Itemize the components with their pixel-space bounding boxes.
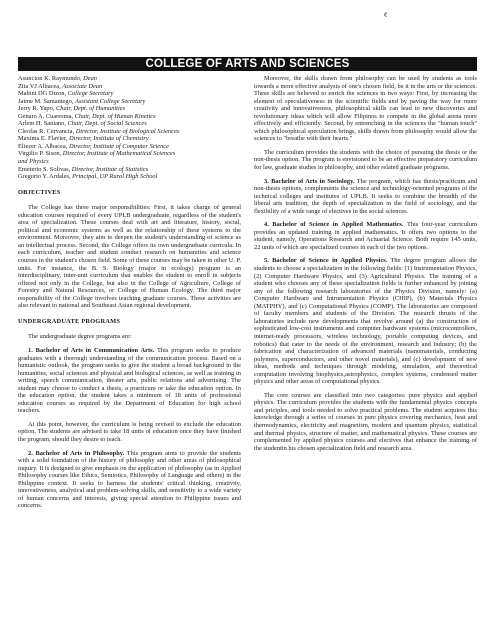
staff-role: Dean [83,75,97,82]
staff-role: Chair, Dept. of Human Kinetics [74,112,156,120]
program-4 [254,221,477,251]
philosophy-curriculum: The curriculum provides the students with the choice of pursuing the thesis or the non-thesis option. The program is envisioned to be an effective preparatory curriculum for law, graduate studies in philosophy, and other related graduate programs. [254,148,477,172]
program-3-title: 3. Bachelor of Arts in Sociology. [264,177,355,185]
program-1-title: 1. Bachelor of Arts in Communication Arts. [28,346,155,354]
staff-line: Asuncion K. Raymundo, Dean [18,75,97,82]
program-1 [18,347,241,415]
staff-role: and Physics [18,158,49,166]
staff-role: Director, Institute of Statistics [71,165,149,173]
staff-name: Cleofas R. Cervancia [18,127,73,135]
staff-list [18,75,241,181]
program-1-text: This program seeks to produce graduates with a thorough understanding of the communication process. Based on a humanistic outlook, the program seeks to give the student a broad background in the humanities, social sciences and physical and biological sciences, as well as training in writing, speech communication, theater arts, public relations and advertising. The student may choose to conduct a thesis, a practicum or take the education option. In the education option, the student takes a minimum of 18 units of professional education courses as required by the Department of Education for high school teachers. [18,346,241,415]
program-4-text: This four-year curriculum provides an updated training in applied mathematics. It offers two options to the student, namely, Operations Research and Actuarial Science. Both require 145 units, 22 units of which are specialized courses in each of the two options. [254,221,478,251]
staff-role: Associate Dean [62,82,103,90]
staff-line: Virgilio P. Sison, Director, Institute of Mathematical Sciences [18,150,176,158]
program-5 [254,257,477,385]
staff-line: Cleofas R. Cervancia, Director, Institute of Biological Sciences [18,127,180,135]
undergrad-heading: UNDERGRADUATE PROGRAMS [18,317,121,325]
staff-name: Virgilio P. Sison [18,150,60,158]
staff-role: Director, Institute of Computer Science [68,142,169,150]
staff-name: Gregorio Y. Ardales [18,173,69,181]
staff-line: Eliezer A. Albacea, Director, Institute of Computer Science [18,142,169,150]
staff-role: Assistant College Secretary [74,97,146,105]
staff-line: Genaro A. Cuaresma, Chair, Dept. of Human Kinetics [18,112,156,120]
staff-name: Jaime M. Samaniego [18,97,72,105]
program-5-title: 5. Bachelor of Science in Applied Physics. [264,257,388,265]
program-2-title: 2. Bachelor of Arts in Philosophy. [28,449,125,457]
staff-line: Emeterio S. Solivas, Director, Institute of Statistics [18,165,149,173]
staff-name: Asuncion K. Raymundo [18,75,80,82]
philosophy-continued: Moreover, the skills drawn from philosophy can be used by students as tools towards a more effective analysis of one's chosen field, be it in the arts or the sciences. These skills are believed to enrich the sciences in two ways: First, by increasing the element of speculativeness in the scientific fields and by paving the way for more creativity and innovativeness, philosophical skills can lead to new discoveries and revolutionary ideas which will allow Filipinos to compete in the global arena more effectively and efficiently. Second, by entrenching in the sciences the "human touch" which philosophical speculation brings, skills drawn from philosophy would allow the sciences to "breathe with their hearts." [254,75,477,143]
staff-name: Mabini DG Dizon [18,90,65,98]
staff-line: Zita VJ Albacea, Associate Dean [18,82,103,90]
staff-line: Maxima E. Flavier, Director, Institute of Chemistry [18,135,149,143]
right-column [254,75,477,458]
staff-role: Chair, Dept. of Social Sciences [67,120,147,128]
core-courses-paragraph: The core courses are classified into two categories: pure physics and applied physics. The curriculum provides the students with the fundamental physics concepts and priciples, and tools needed to solve practical problems. The student acquires this knowledge through a series of courses in pure physics covering mechanics, heat and thermodynamics, electricity and magnetism, modern and quantum physics, statistical and thermal physics, structure of matter, and mathematical physics. These courses are complemented by applied physics courses and electives that enhance the training of the studentin his chosen specialization field and research area. [254,391,477,452]
staff-name: Eliezer A. Albacea [18,142,66,150]
undergrad-intro: The undergraduate degree programs are: [28,333,132,341]
staff-role: Director, Institute of Biological Sciences [75,127,180,135]
staff-role: College Secretary [67,90,114,98]
program-1-note: At this point, however, the curriculum is being revised to exclude the education option. The students are advised to take 18 units of education once they have finished the program, should they desire to teach. [18,420,241,443]
staff-line: Gregorio Y. Ardales, Principal, UP Rural High School [18,173,158,181]
program-2-text: This program aims to provide the students with a solid foundation of the history of philosophy and other areas of philosophical inquiry. It is designed to give emphasis on the application of philosophy (as in Applied Philosophy courses like Ethics, Semiotics, Philosophy of Language and others) in the Philippine context. It seeks to harness the students' critical thinking, creativity, innovativeness, analytical and problem-solving skills, and sensitivity to a wide variety of human concerns and interests, giving special attention to Philippine issues and concerns. [18,449,242,510]
staff-name: Zita VJ Albacea [18,82,60,90]
staff-role: Director, Institute of Mathematical Sciences [62,150,176,158]
staff-name: Maxima E. Flavier [18,135,66,143]
staff-role: Principal, UP Rural High School [72,173,158,181]
staff-name: Jerry R. Yapo [18,105,53,113]
staff-line: Jaime M. Samaniego, Assistant College Secretary [18,97,146,105]
staff-line: Jerry R. Yapo, Chair, Dept. of Humanities [18,105,126,113]
staff-name: Genaro A. Cuaresma [18,112,72,120]
program-5-text: The degree program allows the students to choose a specialization in the following fields: (1) Instrumentation Physics, (2) Computer Hardware Physics, and (3) Agricultural Physics. The training of a student who chooses any of these specialization fields is further enhanced by joining any of the following research laboratories of the Physics Division, namely: (a) Computer Hardware and Intrumentation Physics (CHIP), (b) Materials Physics (MATPHY), and (c) Computational Physics (COMP). The laboratories are composed of faculty members and students of the Division. The research thrusts of the laboratories include new developments that revolve around (a) the construction of sophisticated low-cost instruments and computer hardware systems (microcontrollers, internet-ready processors, wireless technology, portable computing devices, and robotics) that cater to the needs of the environment, research and industry; (b) the fabrication and characterization of advanced materials (nanomaterials, conducting polymers, superconductors, and other novel materials), and (c) development of new ideas, methods and techniques through modeling, simulation, and theoretical computation involving biophysics,astrophysics, complex systems, condensed matter physics and other areas of computational physics. [254,257,478,386]
program-2 [18,450,241,510]
left-column [18,75,241,516]
program-3 [254,178,477,216]
staff-line: Arlem H. Saniano, Chair, Dept. of Social Sciences [18,120,147,128]
staff-role: Director, Institute of Chemistry [69,135,149,143]
program-4-title: 4. Bachelor of Science in Applied Mathematics. [264,221,404,229]
staff-role: Chair, Dept. of Humanities [56,105,126,113]
staff-name: Arlem H. Saniano [18,120,65,128]
page-mark: ¢ [384,11,388,19]
staff-name: Emeterio S. Solivas [18,165,69,173]
staff-line [18,158,241,166]
objectives-paragraph: The College has three major responsibilities: First, it takes charge of general education courses required of every UPLB undergraduate, regardless of the student's area of specialization. These courses deal with art and literature, history, social, political and economic systems as well as the relationship of these systems to the environment. Moreover, they aim to deepen the student's understanding of science as an intellectual process. Second, the College offers its own undergraduate curricula. In each curriculum, teacher and student conduct research on humanities and science courses in the student's chosen field. Some of these courses may be taken in other U. P. units. For instance, the B. S. Biology (major in ecology) program is an interdisciplinary, inter-unit curriculum that enables the student to enroll in subjects offered not only in the College, but also in the College of Agriculture, College of Forestry and Natural Resources, or College of Human Ecology. The third major responsibility of the College involves teaching graduate courses. These activities are also relevant to national and Southeast Asian regional development. [18,204,241,310]
page-title: COLLEGE OF ARTS AND SCIENCES [18,57,477,71]
program-3-text: The program, which has thesis/practicum and non-thesis options, complements the science and technology-oriented programs of the technical colleges and institutes of UPLB. It seeks to combine the breadth of the liberal arts tradition, the depth of specialization in the field of sociology, and the flexibility of a wide range of electives in the social sciences. [254,177,478,215]
objectives-heading: OBJECTIVES [18,188,61,196]
staff-line: Mabini DG Dizon, College Secretary [18,90,114,98]
